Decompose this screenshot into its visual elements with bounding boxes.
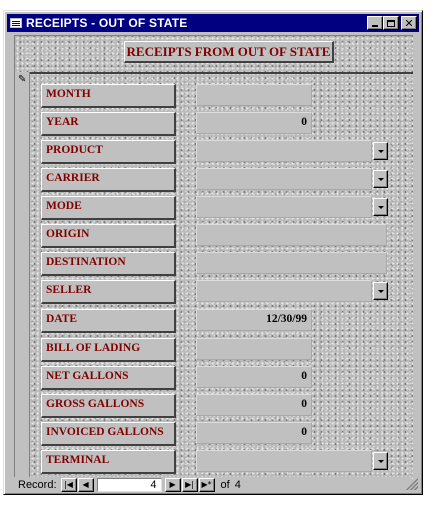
record-navigation-bar: [14, 477, 412, 493]
invoiced-gallons-label: INVOICED GALLONS: [41, 422, 176, 446]
next-record-button[interactable]: [165, 478, 181, 492]
invoiced-gallons-field[interactable]: 0: [196, 422, 312, 444]
pencil-icon: ✎: [18, 74, 27, 85]
terminal-label: TERMINAL: [41, 450, 176, 474]
window-title: RECEIPTS - OUT OF STATE: [26, 16, 188, 30]
first-record-icon: |◀: [64, 480, 73, 489]
chevron-down-icon: [378, 290, 384, 293]
terminal-combo[interactable]: [196, 450, 388, 472]
minimize-icon: [372, 25, 378, 27]
seller-dropdown-button[interactable]: [373, 282, 388, 300]
carrier-label: CARRIER: [41, 168, 176, 192]
chevron-down-icon: [378, 460, 384, 463]
new-record-icon: ▶*: [201, 480, 212, 489]
last-record-button[interactable]: [182, 478, 198, 492]
destination-label: DESTINATION: [41, 252, 176, 276]
destination-field[interactable]: [196, 252, 387, 274]
record-selector[interactable]: [15, 72, 30, 479]
net-gallons-label: NET GALLONS: [41, 366, 176, 390]
net-gallons-field[interactable]: 0: [196, 366, 312, 388]
date-label: DATE: [41, 309, 176, 333]
gross-gallons-field[interactable]: 0: [196, 394, 312, 416]
mode-label: MODE: [41, 196, 176, 220]
chevron-down-icon: [378, 206, 384, 209]
bill-of-lading-field[interactable]: [196, 338, 312, 360]
mode-combo[interactable]: [196, 196, 388, 218]
total-records: 4: [234, 479, 241, 491]
chevron-down-icon: [378, 178, 384, 181]
terminal-dropdown-button[interactable]: [373, 452, 388, 470]
mode-dropdown-button[interactable]: [373, 198, 388, 216]
of-label: of: [220, 479, 230, 491]
carrier-dropdown-button[interactable]: [373, 170, 388, 188]
record-label: Record:: [18, 479, 57, 491]
form-header-label: RECEIPTS FROM OUT OF STATE: [124, 41, 334, 63]
year-field[interactable]: 0: [196, 112, 312, 134]
carrier-field[interactable]: [196, 168, 372, 190]
seller-combo[interactable]: [196, 280, 388, 302]
seller-label: SELLER: [41, 280, 176, 304]
terminal-field[interactable]: [196, 450, 372, 472]
window-controls: [367, 16, 417, 30]
minimize-button[interactable]: [367, 16, 383, 30]
mode-field[interactable]: [196, 196, 372, 218]
maximize-icon: [387, 20, 395, 27]
close-icon: ✕: [404, 16, 414, 30]
previous-record-icon: ◀: [82, 480, 89, 489]
first-record-button[interactable]: [61, 478, 77, 492]
form-window: [3, 10, 423, 495]
product-label: PRODUCT: [41, 140, 176, 164]
origin-label: ORIGIN: [41, 224, 176, 248]
product-field[interactable]: [196, 140, 372, 162]
next-record-icon: ▶: [169, 480, 176, 489]
seller-field[interactable]: [196, 280, 372, 302]
carrier-combo[interactable]: [196, 168, 388, 190]
product-dropdown-button[interactable]: [373, 142, 388, 160]
title-bar[interactable]: [7, 14, 419, 32]
origin-field[interactable]: [196, 224, 387, 246]
date-field[interactable]: 12/30/99: [196, 309, 312, 331]
chevron-down-icon: [378, 150, 384, 153]
year-label: YEAR: [41, 112, 176, 136]
resize-grip-icon[interactable]: [406, 478, 418, 490]
bill-of-lading-label: BILL OF LADING: [41, 338, 176, 362]
record-number-input[interactable]: 4: [97, 478, 162, 492]
gross-gallons-label: GROSS GALLONS: [41, 394, 176, 418]
header-divider: [29, 72, 413, 74]
last-record-icon: ▶|: [185, 480, 194, 489]
close-button[interactable]: [401, 16, 417, 30]
form-detail-area: [14, 35, 413, 479]
product-combo[interactable]: [196, 140, 388, 162]
form-icon[interactable]: [10, 18, 22, 28]
new-record-button[interactable]: [199, 478, 215, 492]
month-field[interactable]: [196, 84, 312, 106]
month-label: MONTH: [41, 84, 176, 108]
maximize-button[interactable]: [383, 16, 399, 30]
previous-record-button[interactable]: [78, 478, 94, 492]
